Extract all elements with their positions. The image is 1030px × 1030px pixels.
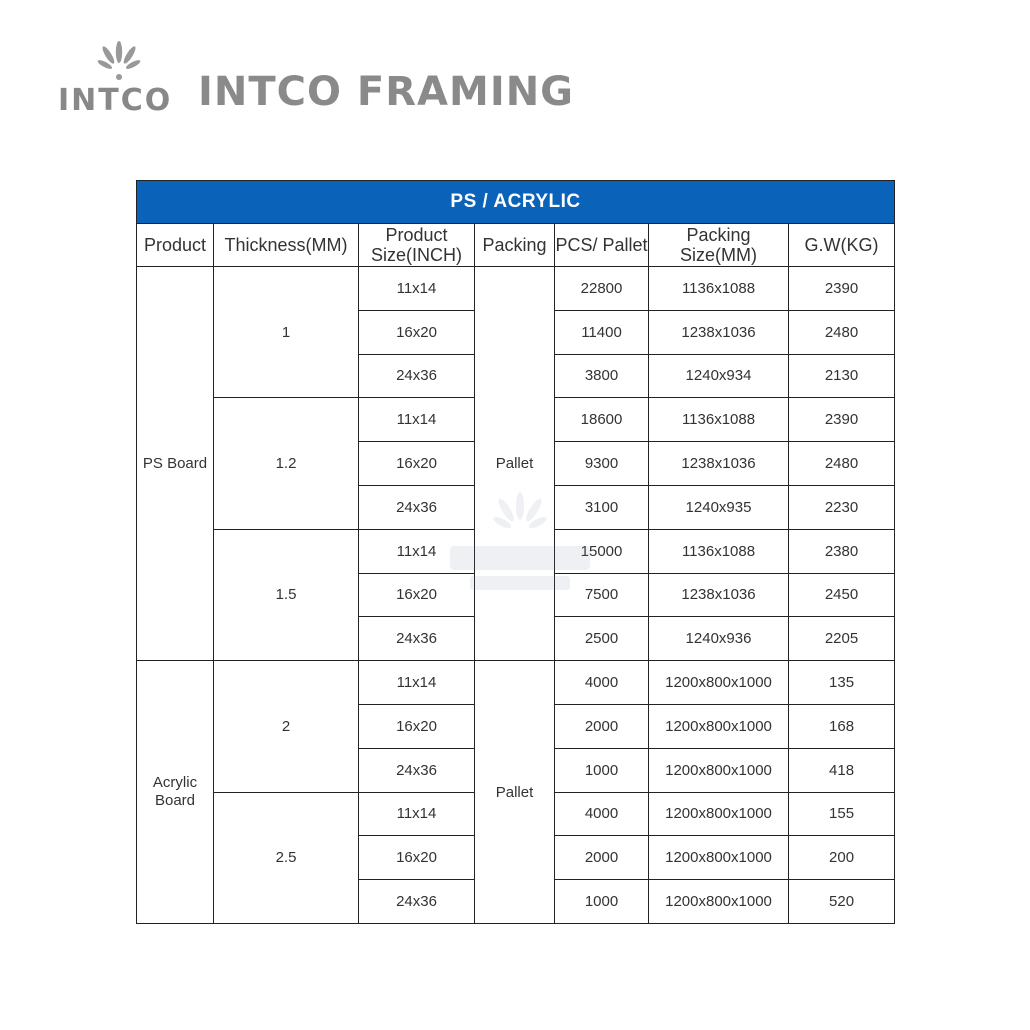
size-cell: 16x20 bbox=[359, 573, 475, 617]
size-cell: 16x20 bbox=[359, 310, 475, 354]
col-packing-size-header: Packing Size(MM) bbox=[649, 224, 789, 267]
col-product-size-header: Product Size(INCH) bbox=[359, 224, 475, 267]
packing-size-cell: 1200x800x1000 bbox=[649, 748, 789, 792]
gross-weight-cell: 2130 bbox=[789, 354, 895, 398]
packing-size-cell: 1136x1088 bbox=[649, 267, 789, 311]
gross-weight-cell: 168 bbox=[789, 704, 895, 748]
table-body bbox=[137, 267, 895, 924]
size-cell: 16x20 bbox=[359, 442, 475, 486]
col-gross-weight-header: G.W(KG) bbox=[789, 224, 895, 267]
col-product-header: Product bbox=[137, 224, 214, 267]
gross-weight-cell: 418 bbox=[789, 748, 895, 792]
thickness-cell: 1 bbox=[214, 267, 359, 398]
product-cell: Acrylic Board bbox=[137, 661, 214, 924]
gross-weight-cell: 2450 bbox=[789, 573, 895, 617]
packing-size-cell: 1240x936 bbox=[649, 617, 789, 661]
column-header-row bbox=[137, 224, 895, 267]
pcs-cell: 22800 bbox=[555, 267, 649, 311]
packing-cell: Pallet bbox=[475, 267, 555, 661]
pcs-cell: 3800 bbox=[555, 354, 649, 398]
size-cell: 24x36 bbox=[359, 485, 475, 529]
pcs-cell: 3100 bbox=[555, 485, 649, 529]
pcs-cell: 2000 bbox=[555, 836, 649, 880]
table-row bbox=[137, 661, 895, 705]
col-packing-header: Packing bbox=[475, 224, 555, 267]
pcs-cell: 9300 bbox=[555, 442, 649, 486]
brand-title: INTCO FRAMING bbox=[198, 69, 575, 115]
col-pcs-pallet-header: PCS/ Pallet bbox=[555, 224, 649, 267]
thickness-cell: 1.5 bbox=[214, 529, 359, 660]
pcs-cell: 7500 bbox=[555, 573, 649, 617]
pcs-cell: 1000 bbox=[555, 748, 649, 792]
pcs-cell: 11400 bbox=[555, 310, 649, 354]
size-cell: 24x36 bbox=[359, 748, 475, 792]
packing-size-cell: 1238x1036 bbox=[649, 310, 789, 354]
pcs-cell: 18600 bbox=[555, 398, 649, 442]
thickness-cell: 2 bbox=[214, 661, 359, 792]
packing-size-cell: 1136x1088 bbox=[649, 529, 789, 573]
gross-weight-cell: 135 bbox=[789, 661, 895, 705]
gross-weight-cell: 2480 bbox=[789, 310, 895, 354]
table-title: PS / ACRYLIC bbox=[137, 181, 895, 224]
size-cell: 24x36 bbox=[359, 354, 475, 398]
size-cell: 24x36 bbox=[359, 880, 475, 924]
gross-weight-cell: 2390 bbox=[789, 398, 895, 442]
gross-weight-cell: 520 bbox=[789, 880, 895, 924]
pcs-cell: 4000 bbox=[555, 792, 649, 836]
gross-weight-cell: 2205 bbox=[789, 617, 895, 661]
pcs-cell: 15000 bbox=[555, 529, 649, 573]
gross-weight-cell: 2390 bbox=[789, 267, 895, 311]
packing-size-cell: 1200x800x1000 bbox=[649, 836, 789, 880]
size-cell: 16x20 bbox=[359, 836, 475, 880]
packing-size-cell: 1136x1088 bbox=[649, 398, 789, 442]
gross-weight-cell: 2230 bbox=[789, 485, 895, 529]
sunburst-logo-icon bbox=[74, 38, 164, 86]
size-cell: 11x14 bbox=[359, 792, 475, 836]
packing-size-cell: 1200x800x1000 bbox=[649, 704, 789, 748]
thickness-cell: 1.2 bbox=[214, 398, 359, 529]
pcs-cell: 1000 bbox=[555, 880, 649, 924]
size-cell: 24x36 bbox=[359, 617, 475, 661]
pcs-cell: 2500 bbox=[555, 617, 649, 661]
pcs-cell: 4000 bbox=[555, 661, 649, 705]
thickness-cell: 2.5 bbox=[214, 792, 359, 923]
logo-wordmark: INTCO bbox=[58, 83, 173, 118]
packing-cell: Pallet bbox=[475, 661, 555, 924]
size-cell: 16x20 bbox=[359, 704, 475, 748]
gross-weight-cell: 2480 bbox=[789, 442, 895, 486]
size-cell: 11x14 bbox=[359, 267, 475, 311]
gross-weight-cell: 2380 bbox=[789, 529, 895, 573]
product-cell: PS Board bbox=[137, 267, 214, 661]
spec-table bbox=[136, 180, 895, 924]
table-row bbox=[137, 267, 895, 311]
packing-size-cell: 1200x800x1000 bbox=[649, 661, 789, 705]
packing-size-cell: 1200x800x1000 bbox=[649, 880, 789, 924]
packing-size-cell: 1238x1036 bbox=[649, 573, 789, 617]
packing-size-cell: 1238x1036 bbox=[649, 442, 789, 486]
packing-size-cell: 1240x935 bbox=[649, 485, 789, 529]
size-cell: 11x14 bbox=[359, 661, 475, 705]
size-cell: 11x14 bbox=[359, 398, 475, 442]
size-cell: 11x14 bbox=[359, 529, 475, 573]
pcs-cell: 2000 bbox=[555, 704, 649, 748]
packing-size-cell: 1200x800x1000 bbox=[649, 792, 789, 836]
gross-weight-cell: 200 bbox=[789, 836, 895, 880]
col-thickness-header: Thickness(MM) bbox=[214, 224, 359, 267]
gross-weight-cell: 155 bbox=[789, 792, 895, 836]
packing-size-cell: 1240x934 bbox=[649, 354, 789, 398]
